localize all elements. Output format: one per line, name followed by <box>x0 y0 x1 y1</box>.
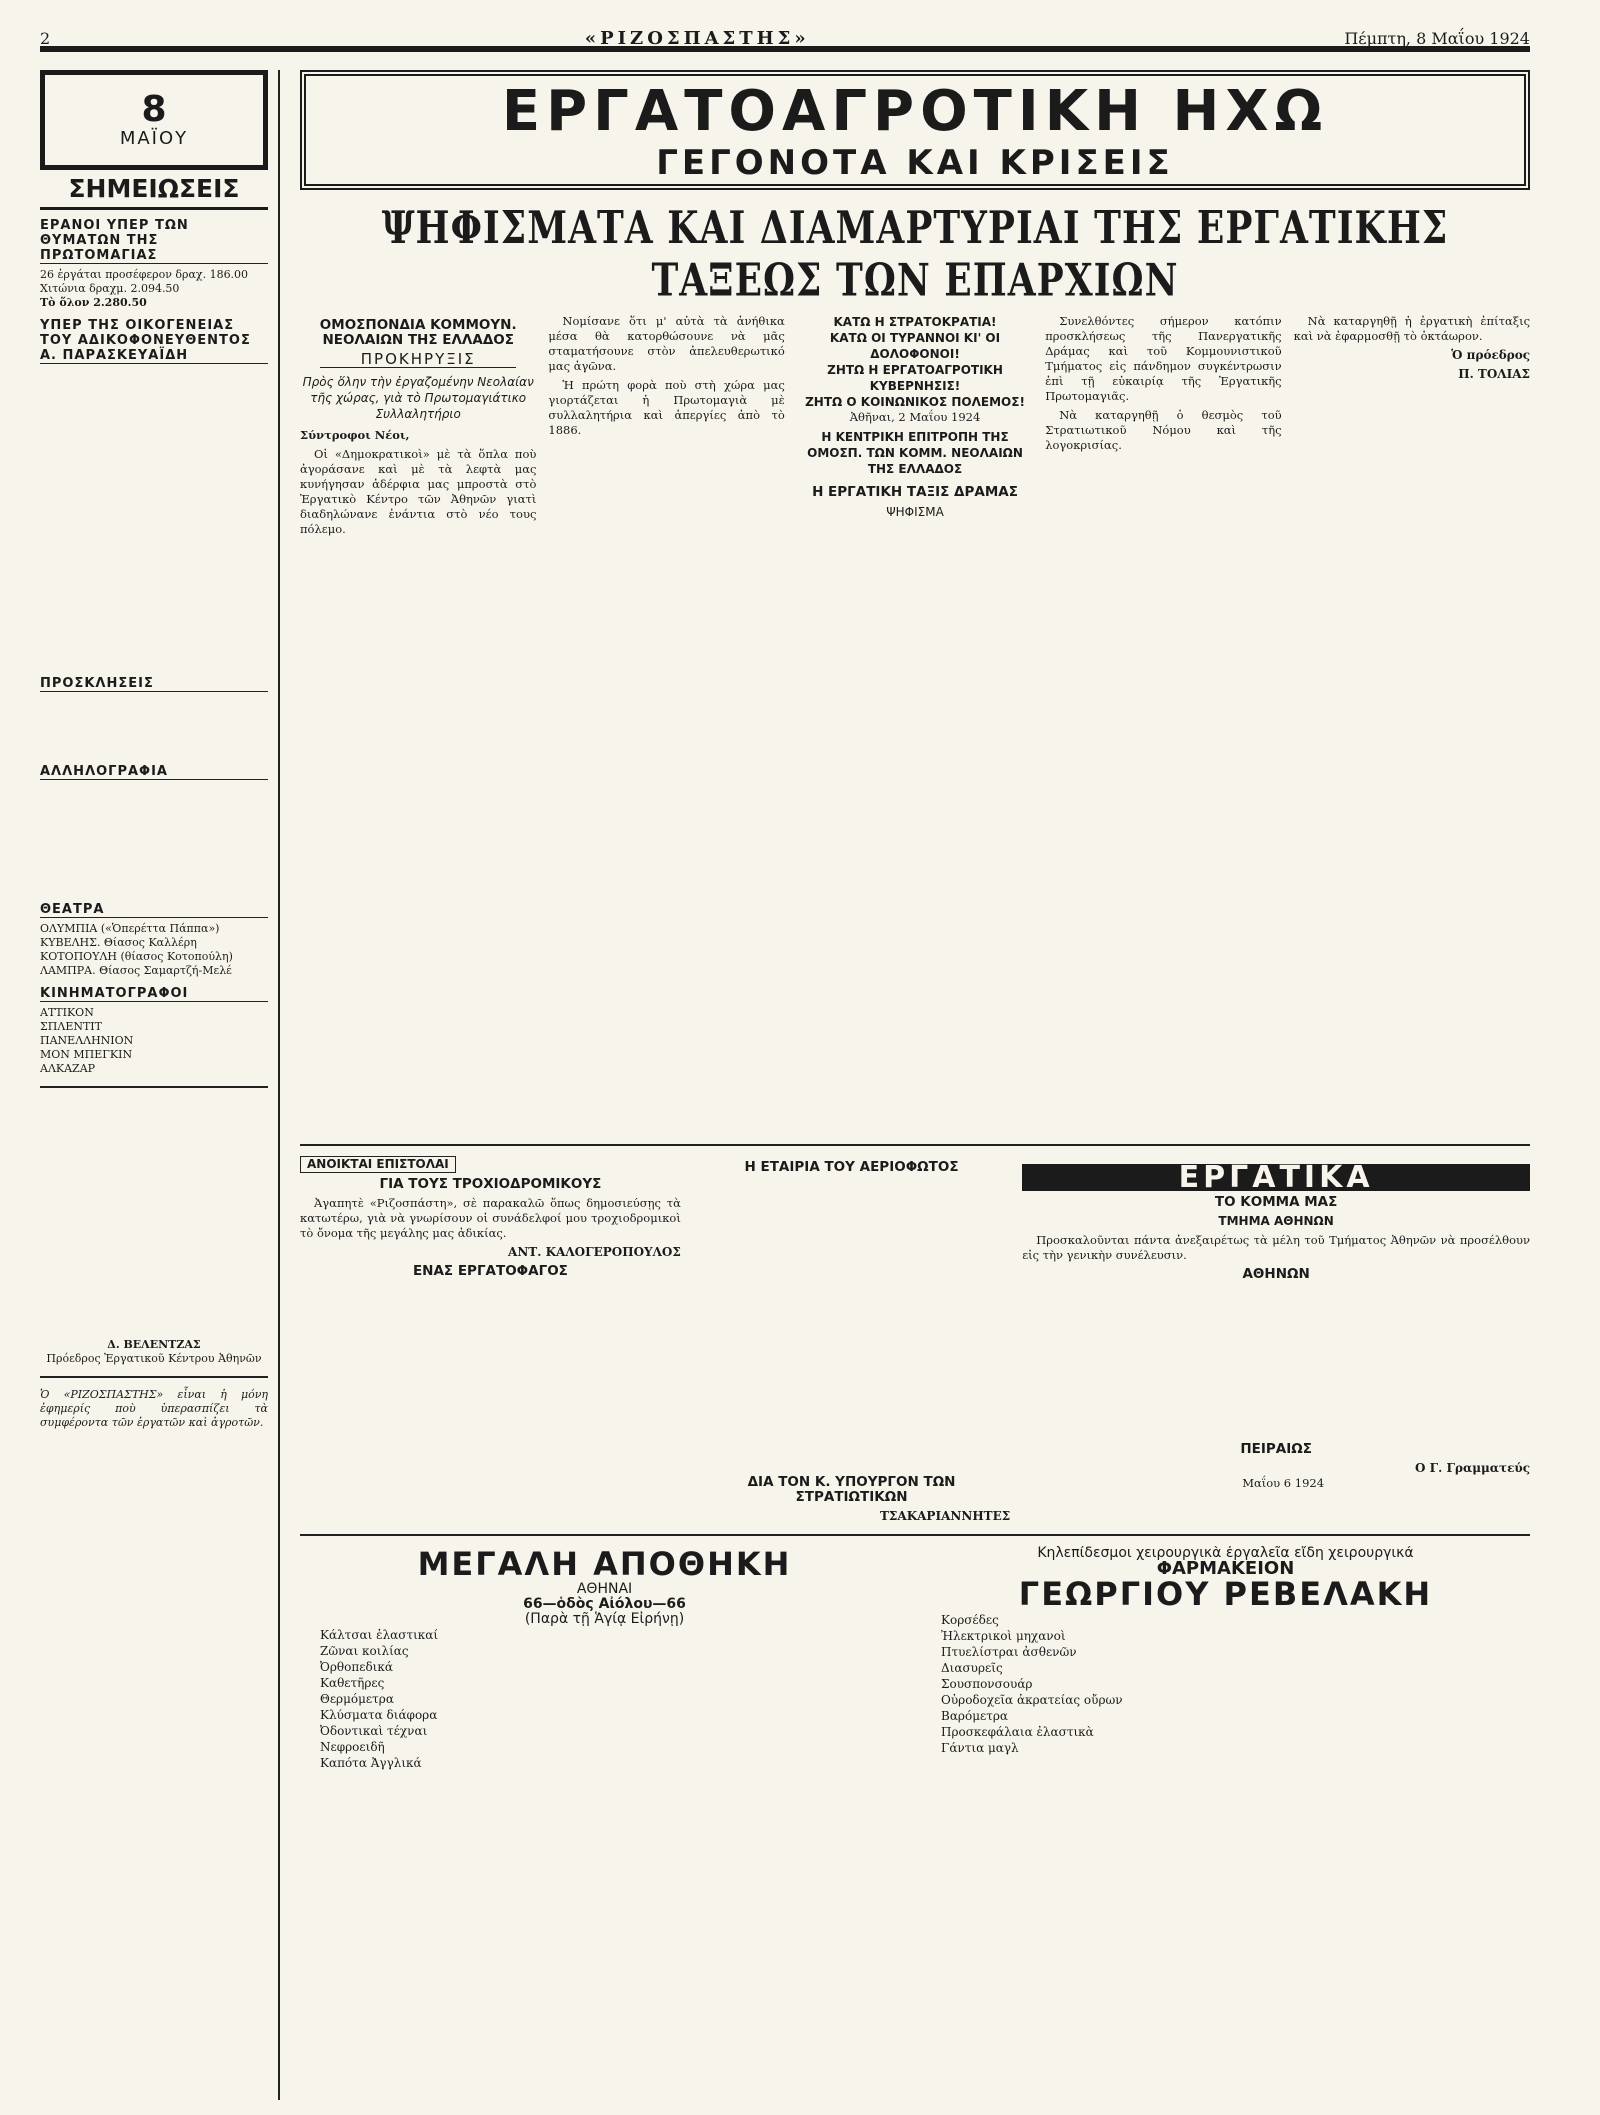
slogan: ΚΑΤΩ ΟΙ ΤΥΡΑΝΝΟΙ ΚΙ' ΟΙ ΔΟΛΟΦΟΝΟΙ! <box>829 331 1001 361</box>
ad-item: Ὀδοντικαὶ τέχναι <box>320 1724 428 1738</box>
union-sign: Ο Γ. Γραμματεύς <box>1414 1461 1530 1475</box>
ad-pharmacy <box>921 1546 1530 1771</box>
letter-paragraph: Ἀγαπητὲ «Ριζοσπάστη», σὲ παρακαλῶ ὅπως δημοσιεύσῃς τὰ κατωτέρω, γιὰ νὰ γνωρίσουν οἱ συνάδελφοί μου τροχιοδρομικοὶ τὸ ὄνομα τῆς μεγάλης μας ἀδικίας. <box>300 1196 681 1240</box>
slogan: ΖΗΤΩ Ο ΚΟΙΝΩΝΙΚΟΣ ΠΟΛΕΜΟΣ! <box>805 395 1025 409</box>
ad-city: ΑΘΗΝΑΙ <box>576 1581 633 1597</box>
ad-item: Θερμόμετρα <box>320 1692 394 1706</box>
article-col-3 <box>797 314 1033 1134</box>
ad-item: Καπότα Ἀγγλικά <box>320 1756 422 1770</box>
mail-head: ΑΛΛΗΛΟΓΡΑΦΙΑ <box>40 764 268 780</box>
labor-col <box>1022 1156 1530 1524</box>
ad-item: Κορσέδες <box>941 1613 999 1627</box>
date-month: ΜΑΪΟΥ <box>119 127 189 149</box>
drama-head: Η ΕΡΓΑΤΙΚΗ ΤΑΞΙΣ ΔΡΑΜΑΣ <box>812 484 1018 500</box>
article-paragraph: Οἱ «Δημοκρατικοὶ» μὲ τὰ ὅπλα ποὺ ἀγοράσανε καὶ μὲ τὰ λεφτὰ μας κυνήγησαν ἀδέρφια μας μπροστὰ στὸ Ἐργατικὸ Κέντρο τῶν Ἀθηνῶν γιατὶ διαδηλώνανε ἐνάντια στὸ νέο τους πόλεμο. <box>300 447 537 536</box>
article-paragraph: Νομίσανε ὅτι μ' αὐτὰ τὰ ἀνήθικα μέσα θὰ κατορθώσουνε νὰ μᾶς σταματήσουνε στὸν ἀπελευθερωτικό μας ἀγῶνα. <box>548 314 785 373</box>
article-paragraph: Νὰ καταργηθῇ ἡ ἐργατικὴ ἐπίταξις καὶ νὰ ἐφαρμοσθῇ τὸ ὀκτάωρον. <box>1293 314 1530 343</box>
date-line: Πέμπτη, 8 Μαΐου 1924 <box>1344 28 1530 48</box>
sign-name: Π. ΤΟΛΙΑΣ <box>1458 367 1530 381</box>
theatre-item: ΚΥΒΕΛΗΣ. Θίασος Καλλέρη <box>40 936 197 949</box>
banner-title: ΕΡΓΑΤΟΑΓΡΟΤΙΚΗ ΗΧΩ <box>501 79 1329 144</box>
fund-head: ΕΡΑΝΟΙ ΥΠΕΡ ΤΩΝ ΘΥΜΑΤΩΝ ΤΗΣ ΠΡΩΤΟΜΑΓΙΑΣ <box>40 218 268 264</box>
cinema-item: ΜΟΝ ΜΠΕΓΚΙΝ <box>40 1048 133 1061</box>
ad-title: ΜΕΓΑΛΗ ΑΠΟΘΗΚΗ <box>417 1546 792 1583</box>
ad-name: ΓΕΩΡΓΙΟΥ ΡΕΒΕΛΑΚΗ <box>1018 1575 1433 1613</box>
article-org: ΟΜΟΣΠΟΝΔΙΑ ΚΟΜΜΟΥΝ. ΝΕΟΛΑΙΩΝ ΤΗΣ ΕΛΛΑΔΟΣ <box>319 317 517 348</box>
party-head: ΤΟ ΚΟΜΜΑ ΜΑΣ <box>1214 1194 1338 1210</box>
athens-head: ΑΘΗΝΩΝ <box>1242 1266 1310 1282</box>
ad-item: Κλύσματα διάφορα <box>320 1708 438 1722</box>
ad-item: Διασυρεῖς <box>941 1661 1003 1675</box>
theatre-item: ΚΟΤΟΠΟΥΛΗ (θίασος Κοτοπούλη) <box>40 950 233 963</box>
ad-item: Νεφροειδῆ <box>320 1740 385 1754</box>
ad-item: Προσκεφάλαια ἐλαστικὰ <box>941 1725 1094 1739</box>
divider <box>300 1144 1530 1146</box>
slogan: ΚΑΤΩ Η ΣΤΡΑΤΟΚΡΑΤΙΑ! <box>833 315 997 329</box>
letter-block <box>40 1098 268 1338</box>
piraeus-head: ΠΕΙΡΑΙΩΣ <box>1240 1441 1312 1457</box>
ergatika-banner: ΕΡΓΑΤΙΚΑ <box>1022 1164 1530 1191</box>
divider <box>40 1086 268 1088</box>
letter-title: ΔΙΑ ΤΟΝ Κ. ΥΠΟΥΡΓΟΝ ΤΩΝ ΣΤΡΑΤΙΩΤΙΚΩΝ <box>747 1474 956 1505</box>
article-col-5 <box>1294 314 1530 1134</box>
donor-list-block <box>40 368 268 668</box>
article-col-2 <box>548 314 784 1134</box>
slogan: ΖΗΤΩ Η ΕΡΓΑΤΟΑΓΡΟΤΙΚΗ ΚΥΒΕΡΝΗΣΙΣ! <box>827 363 1003 393</box>
invite-block <box>40 696 268 756</box>
ad-item: Οὐροδοχεῖα ἀκρατείας οὔρων <box>941 1693 1123 1707</box>
letter-role: Πρόεδρος Ἐργατικοῦ Κέντρου Ἀθηνῶν <box>46 1352 262 1365</box>
ad-item: Βαρόμετρα <box>941 1709 1009 1723</box>
article-col-1 <box>300 314 536 1134</box>
ad-item: Γάντια μαγλ <box>941 1741 1019 1755</box>
article-greeting: Σύντροφοι Νέοι, <box>300 428 410 442</box>
headline: ΨΗΦΙΣΜΑΤΑ ΚΑΙ ΔΙΑΜΑΡΤΥΡΙΑΙ ΤΗΣ ΕΡΓΑΤΙΚΗΣ ΤΑΞΕΩΣ ΤΩΝ ΕΠΑΡΧΙΩΝ <box>381 201 1449 307</box>
notes-title: ΣΗΜΕΙΩΣΕΙΣ <box>40 170 268 210</box>
article-col-4 <box>1045 314 1281 1134</box>
letters-label: ΑΝΟΙΚΤΑΙ ΕΠΙΣΤΟΛΑΙ <box>300 1156 456 1173</box>
party-sub: ΤΜΗΜΑ ΑΘΗΝΩΝ <box>1218 1214 1334 1228</box>
banner <box>300 70 1530 190</box>
fund-line-2: Χιτώνια δραχμ. 2.094.50 <box>40 282 180 295</box>
ad-pre: Κηλεπίδεσμοι χειρουργικὰ ἐργαλεῖα εἴδη χειρουργικά <box>1037 1546 1414 1561</box>
ad-item: Σουσπονσουάρ <box>941 1677 1033 1691</box>
date-box <box>40 70 268 170</box>
invite-head: ΠΡΟΣΚΛΗΣΕΙΣ <box>40 676 268 692</box>
article-to: Πρὸς ὅλην τὴν ἐργαζομένην Νεολαίαν τῆς χώρας, γιὰ τὸ Πρωτομαγιάτικο Συλλαλητήριο <box>302 375 534 421</box>
theatre-item: ΛΑΜΠΡΑ. Θίασος Σαμαρτζή-Μελέ <box>40 964 232 977</box>
banner-subtitle: ΓΕΓΟΝΟΤΑ ΚΑΙ ΚΡΙΣΕΙΣ <box>656 143 1174 183</box>
ad-kind: ΦΑΡΜΑΚΕΙΟΝ <box>1156 1558 1295 1579</box>
date: Μαΐου 6 1924 <box>1242 1476 1325 1490</box>
theatre-head: ΘΕΑΤΡΑ <box>40 902 268 918</box>
cinema-item: ΑΤΤΙΚΟΝ <box>40 1006 94 1019</box>
article-columns <box>300 314 1530 1134</box>
drama-kind: ΨΗΦΙΣΜΑ <box>886 505 944 519</box>
letter-sign: ΤΣΑΚΑΡΙΑΝΝΗΤΕΣ <box>879 1509 1011 1523</box>
ad-item: Καθετῆρες <box>320 1676 385 1690</box>
letter-sign: ΑΝΤ. ΚΑΛΟΓΕΡΟΠΟΥΛΟΣ <box>508 1245 681 1259</box>
page-number: 2 <box>40 28 51 48</box>
main-area <box>300 70 1530 2100</box>
cinema-item: ΑΛΚΑΖΑΡ <box>40 1062 96 1075</box>
article-paragraph: Νὰ καταργηθῇ ὁ θεσμὸς τοῦ Στρατιωτικοῦ Νόμου καὶ τῆς λογοκρισίας. <box>1045 408 1282 452</box>
ad-item: Πτυελίστραι ἀσθενῶν <box>941 1645 1077 1659</box>
theatre-item: ΟΛΥΜΠΙΑ («Ὁπερέττα Πάππα») <box>40 922 220 935</box>
date-number: 8 <box>141 88 167 130</box>
divider <box>40 1376 268 1378</box>
letters-col-2 <box>693 1156 1010 1524</box>
article-kind: ΠΡΟΚΗΡΥΞΙΣ <box>320 352 516 368</box>
cinema-item: ΣΠΛΕΝΤΙΤ <box>40 1020 102 1033</box>
letter-title: ΕΝΑΣ ΕΡΓΑΤΟΦΑΓΟΣ <box>412 1263 568 1279</box>
fund-total: Τὸ ὅλον 2.280.50 <box>40 296 147 309</box>
letter-title: ΓΙΑ ΤΟΥΣ ΤΡΟΧΙΟΔΡΟΜΙΚΟΥΣ <box>379 1176 602 1192</box>
letters-col-1 <box>300 1156 681 1524</box>
ad-address: 66—ὁδὸς Αἰόλου—66 <box>523 1596 686 1612</box>
rizospastis-note: Ὁ «ΡΙΖΟΣΠΑΣΤΗΣ» εἶναι ἡ μόνη ἐφημερίς ποὺ ὑπερασπίζει τὰ συμφέροντα τῶν ἐργατῶν καὶ ἀγροτῶν. <box>40 1388 268 1429</box>
top-rule <box>40 27 1530 52</box>
article-paragraph: Ἡ πρώτη φορὰ ποὺ στὴ χώρα μας γιορτάζεται ἡ Πρωτομαγιὰ μὲ συλλαλητήρια καὶ ἀπεργίες ἀπὸ τὸ 1886. <box>548 378 785 437</box>
fund-line-1: 26 ἐργάται προσέφερον δραχ. 186.00 <box>40 268 249 281</box>
cinema-item: ΠΑΝΕΛΛΗΝΙΟΝ <box>40 1034 134 1047</box>
letter-sign: Δ. ΒΕΛΕΝΤΖΑΣ <box>107 1338 201 1351</box>
families-head: ΥΠΕΡ ΤΗΣ ΟΙΚΟΓΕΝΕΙΑΣ ΤΟΥ ΑΔΙΚΟΦΟΝΕΥΘΕΝΤΟΣ Α. ΠΑΡΑΣΚΕΥΑΪΔΗ <box>40 318 268 364</box>
party-paragraph: Προσκαλοῦνται πάντα ἀνεξαιρέτως τὰ μέλη τοῦ Τμήματος Ἀθηνῶν νὰ προσέλθουν εἰς τὴν γενικὴν συνέλευσιν. <box>1022 1233 1530 1262</box>
ads-section <box>300 1546 1530 1771</box>
masthead: «ΡΙΖΟΣΠΑΣΤΗΣ» <box>584 27 810 49</box>
left-column <box>40 70 280 2100</box>
ad-item: Κάλτσαι ἐλαστικαί <box>320 1628 439 1642</box>
ad-item: Ἠλεκτρικοὶ μηχανοὶ <box>941 1629 1066 1643</box>
ad-warehouse <box>300 1546 909 1771</box>
article-date: Ἀθῆναι, 2 Μαΐου 1924 <box>849 410 981 424</box>
article-sign: Η ΚΕΝΤΡΙΚΗ ΕΠΙΤΡΟΠΗ ΤΗΣ ΟΜΟΣΠ. ΤΩΝ ΚΟΜΜ. ΝΕΟΛΑΙΩΝ ΤΗΣ ΕΛΛΑΔΟΣ <box>807 430 1023 476</box>
letter-title: Η ΕΤΑΙΡΙΑ ΤΟΥ ΑΕΡΙΟΦΩΤΟΣ <box>744 1159 959 1175</box>
ad-item: Ζῶναι κοιλίας <box>320 1644 409 1658</box>
lower-section <box>300 1156 1530 1524</box>
divider <box>300 1534 1530 1536</box>
sign-role: Ὁ πρόεδρος <box>1451 348 1530 362</box>
article-paragraph: Συνελθόντες σήμερον κατόπιν προσκλήσεως τῆς Πανεργατικῆς Δράμας καὶ τοῦ Κομμουνιστικοῦ Τμήματος εἰς πάνδημον συγκέντρωσιν ἐπὶ τῇ εὐκαιρίᾳ τῆς Ἐργατικῆς Πρωτομαγιᾶς. <box>1045 314 1282 403</box>
ad-near: (Παρὰ τῇ Ἁγίᾳ Εἰρήνῃ) <box>524 1611 685 1627</box>
mail-block <box>40 784 268 894</box>
cinema-head: ΚΙΝΗΜΑΤΟΓΡΑΦΟΙ <box>40 986 268 1002</box>
ad-item: Ὀρθοπεδικά <box>320 1660 393 1674</box>
